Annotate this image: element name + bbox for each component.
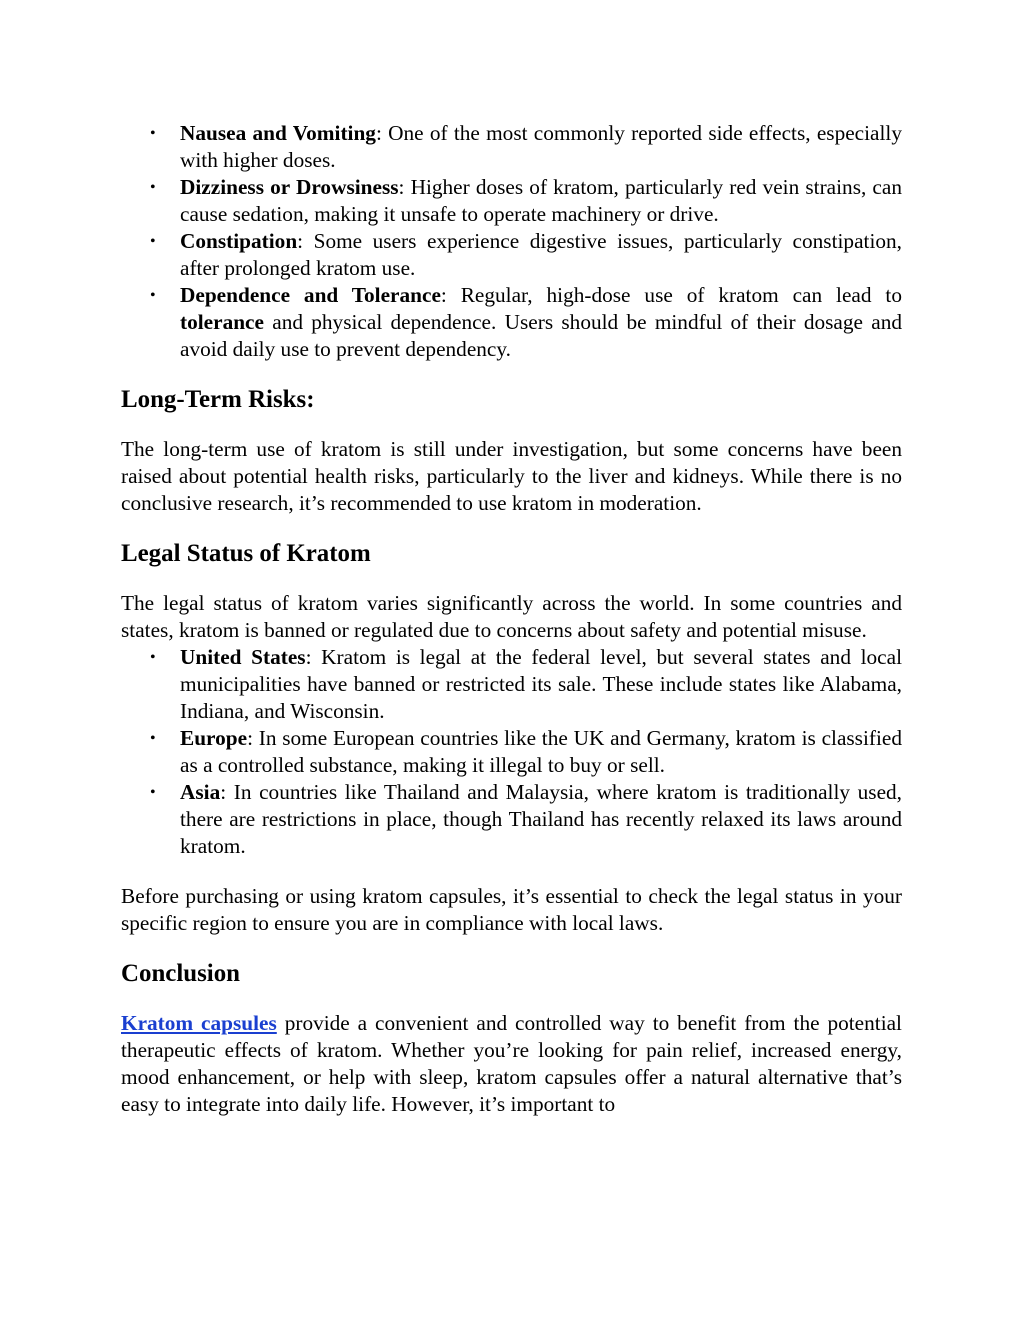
list-item-text: : Regular, high-dose use of kratom can lead to — [440, 283, 902, 307]
list-item-text: and physical dependence. Users should be mindful of their dosage and avoid daily use to prevent dependency. — [180, 310, 902, 361]
list-item — [121, 282, 902, 363]
list-item — [121, 779, 902, 860]
conclusion-text: provide a convenient and controlled way to benefit from the potential therapeutic effects of kratom. Whether you’re looking for pain relief, increased energy, mood enhancement, or help with sleep, kratom capsules offer a natural alternative that’s easy to integrate into daily life. However, it’s important to — [121, 1011, 902, 1116]
bullet-icon: • — [150, 649, 156, 666]
legal-status-outro: Before purchasing or using kratom capsules, it’s essential to check the legal status in your specific region to ensure you are in compliance with local laws. — [121, 884, 902, 935]
bullet-icon: • — [150, 179, 156, 196]
conclusion-heading: Conclusion — [121, 960, 241, 987]
list-item-term: Dependence and Tolerance — [180, 283, 441, 307]
long-term-risks-heading: Long-Term Risks: — [121, 386, 315, 413]
legal-status-heading: Legal Status of Kratom — [121, 540, 371, 567]
legal-status-list — [121, 644, 902, 860]
list-item — [121, 120, 902, 174]
list-item-text: : In countries like Thailand and Malaysia, where kratom is traditionally used, there are restrictions in place, though Thailand has recently relaxed its laws around kratom. — [180, 780, 902, 858]
bullet-icon: • — [150, 233, 156, 250]
list-item — [121, 228, 902, 282]
list-item-term: Constipation — [180, 229, 298, 253]
bullet-icon: • — [150, 730, 156, 747]
list-item-text: : Kratom is legal at the federal level, but several states and local municipalities have banned or restricted its sale. These include states like Alabama, Indiana, and Wisconsin. — [180, 645, 902, 723]
bullet-icon: • — [150, 784, 156, 801]
document-page — [121, 120, 902, 1118]
list-item-term: United States — [180, 645, 306, 669]
list-item-term: Nausea and Vomiting — [180, 121, 376, 145]
legal-status-intro: The legal status of kratom varies significantly across the world. In some countries and states, kratom is banned or regulated due to concerns about safety and potential misuse. — [121, 591, 902, 642]
list-item-term: Europe — [180, 726, 248, 750]
list-item — [121, 174, 902, 228]
list-item — [121, 725, 902, 779]
list-item-text: : In some European countries like the UK and Germany, kratom is classified as a controlled substance, making it illegal to buy or sell. — [180, 726, 902, 777]
kratom-capsules-link[interactable]: Kratom capsules — [121, 1011, 277, 1035]
list-item-text: : Higher doses of kratom, particularly red vein strains, can cause sedation, making it unsafe to operate machinery or drive. — [180, 175, 902, 226]
conclusion-paragraph — [121, 1010, 902, 1118]
list-item — [121, 644, 902, 725]
bullet-icon: • — [150, 125, 156, 142]
list-item-text: : Some users experience digestive issues, particularly constipation, after prolonged kratom use. — [180, 229, 902, 280]
list-item-term: Dizziness or Drowsiness — [180, 175, 399, 199]
bullet-icon: • — [150, 287, 156, 304]
long-term-risks-paragraph: The long-term use of kratom is still under investigation, but some concerns have been raised about potential health risks, particularly to the liver and kidneys. While there is no conclusive research, it’s recommended to use kratom in moderation. — [121, 437, 902, 515]
list-item-term: Asia — [180, 780, 221, 804]
side-effects-list — [121, 120, 902, 363]
list-item-emphasis: tolerance — [180, 310, 264, 334]
list-item-text: : One of the most commonly reported side effects, especially with higher doses. — [180, 121, 902, 172]
